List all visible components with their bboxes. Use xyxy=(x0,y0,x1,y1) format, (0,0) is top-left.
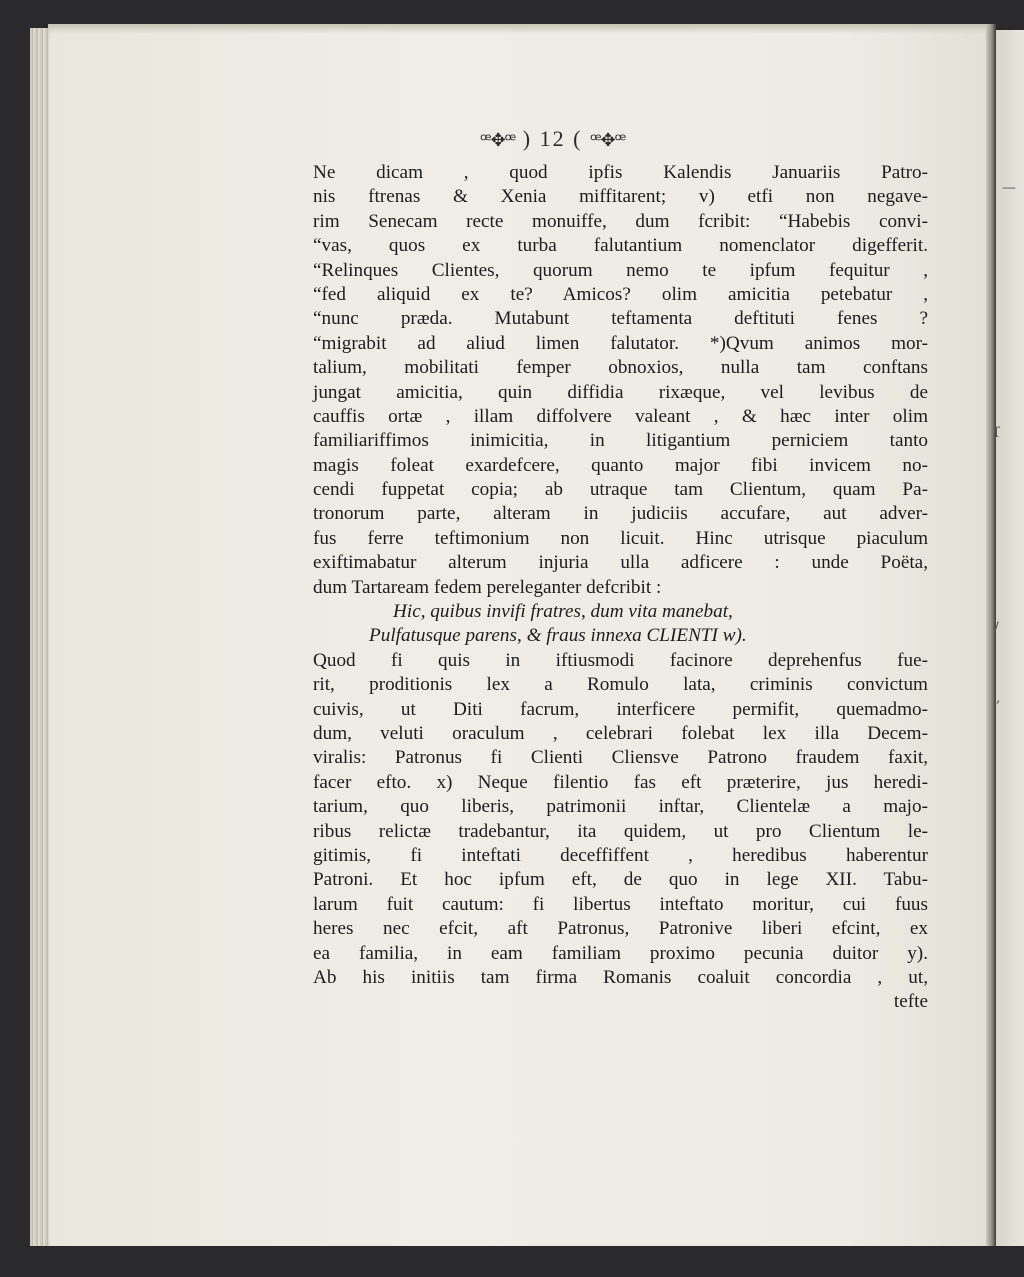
verse-line: Pulfatusque parens, & fraus innexa CLIENTI w). xyxy=(369,625,747,647)
text-line: ea familia, in eam familiam proximo pecunia duitor y). xyxy=(313,942,928,964)
text-line: larum fuit cautum: fi libertus inteftato moritur, cui fuus xyxy=(313,893,928,915)
next-page-mark: , xyxy=(996,690,1001,706)
text-line: jungat amicitia, quin diffidia rixæque, vel levibus de xyxy=(313,381,928,403)
text-line: “nunc præda. Mutabunt teftamenta deftituti fenes ? xyxy=(313,308,928,330)
text-line: Ab his initiis tam firma Romanis coaluit concordia , ut, xyxy=(313,966,928,988)
right-ornament: ꟹ✥ꟹ xyxy=(589,130,626,150)
page-header xyxy=(480,126,625,152)
next-page-mark: / xyxy=(994,620,999,636)
text-line: rit, proditionis lex a Romulo lata, criminis convictum xyxy=(313,674,928,696)
text-line: talium, mobilitati femper obnoxios, nulla tam conftans xyxy=(313,357,928,379)
text-line: cuivis, ut Diti facrum, interficere permifit, quemadmo- xyxy=(313,698,928,720)
text-line: heres nec efcit, aft Patronus, Patronive liberi efcint, ex xyxy=(313,918,928,940)
text-line: “Relinques Clientes, quorum nemo te ipfum fequitur , xyxy=(313,259,928,281)
catchword: tefte xyxy=(893,991,928,1013)
text-line: nis ftrenas & Xenia miffitarent; v) etfi non negave- xyxy=(313,186,928,208)
next-page-mark: ſ xyxy=(994,425,1000,441)
page-number: ) 12 ( xyxy=(522,126,583,151)
text-line: “migrabit ad aliud limen falutator. *)Qvum animos mor- xyxy=(313,332,928,354)
text-line: ribus relictæ tradebantur, ita quidem, ut pro Clientum le- xyxy=(313,820,928,842)
text-line: tronorum parte, alteram in judiciis accufare, aut adver- xyxy=(313,503,928,525)
text-line: fus ferre teftimonium non licuit. Hinc utrisque piaculum xyxy=(313,527,928,549)
page-top-shadow xyxy=(48,24,990,34)
text-line: Quod fi quis in iftiusmodi facinore deprehenfus fue- xyxy=(313,649,928,671)
text-line: facer efto. x) Neque filentio fas eft præterire, jus heredi- xyxy=(313,771,928,793)
text-line: magis foleat exardefcere, quanto major fibi invicem no- xyxy=(313,454,928,476)
text-line: cendi fuppetat copia; ab utraque tam Clientum, quam Pa- xyxy=(313,479,928,501)
text-line: gitimis, fi inteftati deceffiffent , heredibus haberentur xyxy=(313,844,928,866)
text-line: exiftimabatur alterum injuria ulla adficere : unde Poëta, xyxy=(313,552,928,574)
text-line: familiariffimos inimicitia, in litigantium perniciem tanto xyxy=(313,430,928,452)
text-line: tarium, quo liberis, patrimonii inftar, Clientelæ a majo- xyxy=(313,796,928,818)
text-line: “fed aliquid ex te? Amicos? olim amicitia petebatur , xyxy=(313,283,928,305)
verse-line: Hic, quibus invifi fratres, dum vita manebat, xyxy=(393,601,733,623)
next-page-edge xyxy=(996,30,1024,1246)
text-line: rim Senecam recte monuiffe, dum fcribit: “Habebis convi- xyxy=(313,210,928,232)
next-page-mark: — xyxy=(1002,180,1016,196)
text-line: dum, veluti oraculum , celebrari folebat lex illa Decem- xyxy=(313,722,928,744)
text-line: viralis: Patronus fi Clienti Cliensve Patrono fraudem faxit, xyxy=(313,747,928,769)
text-line: cauffis ortæ , illam diffolvere valeant , & hæc inter olim xyxy=(313,405,928,427)
text-line: “vas, quos ex turba falutantium nomenclator digefferit. xyxy=(313,235,928,257)
text-line: dum Tartaream fedem pereleganter defcribit : xyxy=(313,576,662,598)
text-line: Patroni. Et hoc ipfum eft, de quo in lege XII. Tabu- xyxy=(313,869,928,891)
body-text xyxy=(313,161,928,1015)
left-ornament: ꟹ✥ꟹ xyxy=(480,130,516,150)
text-line: Ne dicam , quod ipfis Kalendis Januariis Patro- xyxy=(313,162,928,183)
